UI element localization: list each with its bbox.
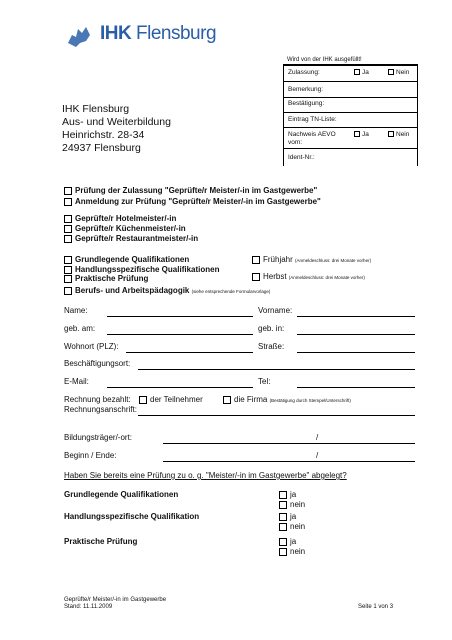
footer-info (64, 597, 166, 611)
address-line: 24937 Flensburg (62, 142, 141, 154)
checkbox[interactable] (279, 501, 287, 509)
option-label: Geprüfte/r Hotelmeister/-in (75, 214, 177, 223)
checkbox[interactable] (279, 548, 287, 556)
name-field[interactable] (107, 316, 253, 317)
ihk-logo (62, 21, 217, 57)
checkbox[interactable] (139, 396, 147, 404)
bildungstraeger-slash: / (316, 433, 319, 442)
strasse-label: Straße: (258, 342, 285, 351)
footer-page: Seite 1 von 3 (358, 604, 394, 610)
beginn-ende-field[interactable] (163, 461, 415, 462)
logo-ihk: IHK (100, 23, 132, 44)
option-berufs-arbeitspaedagogik[interactable] (64, 286, 270, 295)
option-label: nein (290, 547, 306, 556)
zulassung-nein-checkbox[interactable] (388, 69, 394, 75)
geb-am-field[interactable] (107, 334, 253, 335)
tel-label: Tel: (258, 377, 271, 386)
option-restaurantmeister[interactable] (64, 234, 198, 243)
option-handlung[interactable] (64, 265, 219, 274)
rechnung-bezahlt-label: Rechnung bezahlt: (64, 395, 131, 404)
option-note: (siehe entsprechende Formularvorlage) (191, 289, 271, 294)
footer-date: Stand: 11.11.2009 (64, 604, 113, 610)
checkbox[interactable] (64, 275, 72, 283)
previous-exam-question: Haben Sie bereits eine Prüfung zu o. g. "Meister/-in im Gastgewerbe" abgelegt? (64, 471, 347, 480)
checkbox[interactable] (64, 256, 72, 264)
option-fruehjahr[interactable] (252, 255, 371, 264)
option-hotelmeister[interactable] (64, 214, 176, 223)
answer-grundlegende-nein[interactable] (279, 500, 305, 509)
geb-in-label: geb. in: (258, 324, 285, 333)
wohnort-field[interactable] (126, 352, 253, 353)
checkbox[interactable] (279, 513, 287, 521)
geb-am-label: geb. am: (64, 324, 96, 333)
vorname-field[interactable] (297, 316, 415, 317)
nachweis-vom-label: vom: (288, 139, 303, 146)
address-line: Heinrichstr. 28-34 (62, 129, 145, 141)
option-grundlegende[interactable] (64, 255, 189, 264)
option-label: nein (290, 522, 306, 531)
checkbox[interactable] (223, 396, 231, 404)
nachweis-ja-checkbox[interactable] (354, 131, 360, 137)
option-label: Geprüfte/r Küchenmeister/-in (75, 224, 186, 233)
zulassung-ja-checkbox[interactable] (354, 69, 360, 75)
nachweis-ja-label: Ja (362, 131, 369, 138)
vorname-label: Vorname: (258, 306, 293, 315)
option-label: ja (290, 512, 297, 521)
address-line: IHK Flensburg (62, 103, 130, 115)
option-herbst[interactable] (252, 272, 365, 281)
answer-handlung-nein[interactable] (279, 522, 305, 531)
eintrag-label: Eintrag TN-Liste: (288, 116, 337, 123)
answer-handlung-ja[interactable] (279, 512, 296, 521)
option-label: Frühjahr (263, 255, 293, 264)
option-label: Grundlegende Qualifikationen (75, 255, 190, 264)
answer-grundlegende-label: Grundlegende Qualifikationen (64, 490, 179, 499)
option-label: ja (290, 490, 297, 499)
admin-note: Wird von der IHK ausgefüllt! (287, 57, 362, 63)
option-label: Prüfung der Zulassung "Geprüfte/r Meister/-in im Gastgewerbe" (75, 186, 318, 195)
answer-praktische-label: Praktische Prüfung (64, 537, 138, 546)
answer-grundlegende-ja[interactable] (279, 490, 296, 499)
checkbox[interactable] (64, 187, 72, 195)
option-label: der Teilnehmer (150, 395, 203, 404)
option-note: (Bestätigung durch Stempel/Unterschrift) (269, 398, 351, 403)
option-label: nein (290, 500, 306, 509)
option-label: Handlungsspezifische Qualifikationen (75, 265, 220, 274)
option-label: Herbst (263, 272, 287, 281)
geb-in-field[interactable] (297, 334, 415, 335)
address-line: Aus- und Weiterbildung (62, 116, 171, 128)
beschaeftigungsort-field[interactable] (138, 369, 415, 370)
option-note: (Anmeldeschluss: drei Monate vorher) (295, 258, 372, 263)
nachweis-label: Nachweis AEVO (288, 131, 336, 138)
nachweis-nein-label: Nein (396, 131, 410, 138)
checkbox[interactable] (279, 538, 287, 546)
email-field[interactable] (107, 387, 253, 388)
checkbox[interactable] (252, 273, 260, 281)
admin-box (283, 64, 418, 166)
beginn-ende-label: Beginn / Ende: (64, 451, 117, 460)
address-block (62, 103, 171, 155)
beschaeftigungsort-label: Beschäftigungsort: (64, 359, 131, 368)
bestaetigung-label: Bestätigung: (288, 100, 325, 107)
checkbox[interactable] (279, 491, 287, 499)
answer-handlung-label: Handlungsspezifische Qualifikation (64, 512, 200, 521)
checkbox[interactable] (279, 523, 287, 531)
email-label: E-Mail: (64, 377, 89, 386)
option-label: ja (290, 537, 297, 546)
zulassung-label: Zulassung: (288, 69, 320, 76)
footer-title: Geprüfte/r Meister/-in im Gastgewerbe (64, 597, 167, 603)
rechnungsanschrift-field[interactable] (138, 415, 415, 416)
option-kuechenmeister[interactable] (64, 224, 186, 233)
option-note: (Anmeldeschluss: drei Monate vorher) (288, 275, 365, 280)
rechnungsanschrift-label: Rechnungsanschrift: (64, 405, 137, 414)
option-label: Anmeldung zur Prüfung "Geprüfte/r Meister/-in im Gastgewerbe" (75, 197, 321, 206)
strasse-field[interactable] (297, 352, 415, 353)
zulassung-ja-label: Ja (362, 69, 369, 76)
answer-praktische-ja[interactable] (279, 537, 296, 546)
ihk-map-icon (62, 21, 98, 53)
checkbox[interactable] (64, 287, 72, 295)
bildungstraeger-field[interactable] (163, 443, 415, 444)
option-label: Berufs- und Arbeitspädagogik (75, 286, 190, 295)
checkbox[interactable] (252, 256, 260, 264)
wohnort-label: Wohnort (PLZ): (64, 342, 119, 351)
ident-label: Ident-Nr.: (288, 154, 315, 161)
option-pruefung-zulassung[interactable] (64, 186, 317, 195)
checkbox[interactable] (64, 235, 72, 243)
beginn-ende-slash: / (316, 451, 319, 460)
answer-praktische-nein[interactable] (279, 547, 305, 556)
option-firma[interactable] (223, 395, 351, 404)
logo-city: Flensburg (136, 23, 217, 44)
checkbox[interactable] (64, 198, 72, 206)
tel-field[interactable] (297, 387, 415, 388)
bildungstraeger-label: Bildungsträger/-ort: (64, 433, 133, 442)
option-label: die Firma (234, 395, 268, 404)
option-label: Geprüfte/r Restaurantmeister/-in (75, 234, 199, 243)
checkbox[interactable] (64, 225, 72, 233)
bemerkung-label: Bemerkung: (288, 86, 324, 93)
checkbox[interactable] (64, 215, 72, 223)
zulassung-nein-label: Nein (396, 69, 410, 76)
option-praktische[interactable] (64, 274, 148, 283)
name-label: Name: (64, 306, 88, 315)
logo-text (100, 23, 216, 45)
option-teilnehmer[interactable] (139, 395, 203, 404)
nachweis-nein-checkbox[interactable] (388, 131, 394, 137)
option-label: Praktische Prüfung (75, 274, 149, 283)
option-anmeldung-pruefung[interactable] (64, 197, 321, 206)
checkbox[interactable] (64, 266, 72, 274)
